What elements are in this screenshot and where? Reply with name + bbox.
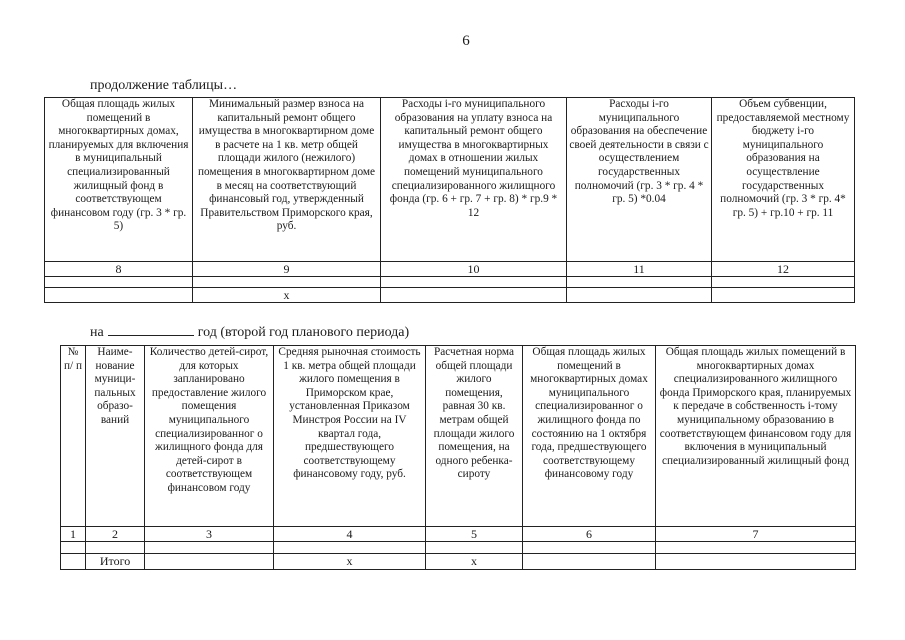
- table-a-number-row: [45, 262, 855, 277]
- period-prefix: на: [90, 325, 104, 340]
- table-cell: [274, 542, 426, 554]
- table-cell: [193, 277, 381, 288]
- header-min-repair-contribution: Минимальный размер взноса на капитальный ремонт общего имущества в многоквартирном доме в расчете на 1 кв. метр общей площади жилого (нежилого) помещения в многоквартирном доме в месяц на соответствующий финансовый год, утвержденный Правительством Приморского края, руб.: [193, 98, 381, 262]
- table-cell: [656, 542, 856, 554]
- table-cell: [61, 554, 86, 570]
- table-cell: [86, 542, 145, 554]
- table-cell: [712, 288, 855, 303]
- table-cell: [381, 277, 567, 288]
- header-own-activity-expenses: Расходы i-го муниципального образования на обеспечение своей деятельности в связи с осуществлением государственных полномочий (гр. 3 * гр. 4 * гр. 5) *0.04: [567, 98, 712, 262]
- table-cell: [45, 277, 193, 288]
- table-cell: [523, 554, 656, 570]
- column-number: 11: [567, 262, 712, 277]
- column-number: 3: [145, 527, 274, 542]
- table-cell: [381, 288, 567, 303]
- table-b-header-row: [61, 346, 856, 527]
- column-number: 10: [381, 262, 567, 277]
- table-continuation: [44, 97, 855, 303]
- header-regional-fund-area: Общая площадь жилых помещений в многоквартирных домах специализированного жилищного фонда Приморского края, планируемых к передаче в собственность i-тому муниципальному образованию в соответствующем финансовом году для включения в муниципальный специализированный жилищный фонд: [656, 346, 856, 527]
- table-row: [45, 288, 855, 303]
- header-row-number: № п/ п: [61, 346, 86, 527]
- header-subvention-volume: Объем субвенции, предоставляемой местному бюджету i-го муниципального образования на осуществление государственных полномочий (гр. 3 * гр. 4* гр. 5) + гр.10 + гр. 11: [712, 98, 855, 262]
- header-area-norm: Расчетная норма общей площади жилого помещения, равная 30 кв. метрам общей площади жилого помещения, на одного ребенка- сироту: [426, 346, 523, 527]
- header-orphans-count: Количество детей-сирот, для которых запланировано предоставление жилого помещения муниципального специализированног о жилищного фонда для детей-сирот в соответствующем финансовом году: [145, 346, 274, 527]
- continuation-caption: продолжение таблицы…: [90, 78, 238, 93]
- period-suffix: год (второй год планового периода): [197, 325, 410, 340]
- period-caption: [90, 323, 409, 341]
- column-number: 7: [656, 527, 856, 542]
- column-number: 2: [86, 527, 145, 542]
- column-number: 6: [523, 527, 656, 542]
- table-cell: [426, 542, 523, 554]
- table-cell: [61, 542, 86, 554]
- header-avg-market-cost: Средняя рыночная стоимость 1 кв. метра общей площади жилого помещения в Приморском крае, установленная Приказом Минстроя России на IV квартал года, предшествующего соответствующему финансовому году, руб.: [274, 346, 426, 527]
- table-cell: [567, 288, 712, 303]
- column-number: 12: [712, 262, 855, 277]
- table-cell: x: [193, 288, 381, 303]
- header-total-area-planned: Общая площадь жилых помещений в многоквартирных домах, планируемых для включения в муниципальный специализированный жилищный фонд в соответствующем финансовом году (гр. 3 * гр. 5): [45, 98, 193, 262]
- header-municipal-fund-area: Общая площадь жилых помещений в многоквартирных домах муниципального специализированног о жилищного фонда по состоянию на 1 октября года, предшествующего соответствующему финансовому году: [523, 346, 656, 527]
- total-label: Итого: [86, 554, 145, 570]
- table-row-total: [61, 554, 856, 570]
- column-number: 5: [426, 527, 523, 542]
- column-number: 8: [45, 262, 193, 277]
- table-row: [45, 277, 855, 288]
- table-cell: x: [426, 554, 523, 570]
- column-number: 9: [193, 262, 381, 277]
- table-cell: x: [274, 554, 426, 570]
- table-cell: [45, 288, 193, 303]
- table-cell: [145, 554, 274, 570]
- column-number: 1: [61, 527, 86, 542]
- table-row: [61, 542, 856, 554]
- header-municipality-name: Наиме- нование муници- пальных образо- ваний: [86, 346, 145, 527]
- table-cell: [567, 277, 712, 288]
- header-repair-expenses: Расходы i-го муниципального образования на уплату взноса на капитальный ремонт общего имущества в многоквартирных домах в отношении жилых помещений муниципального специализированного жилищного фонда (гр. 6 + гр. 7 + гр. 8) * гр.9 * 12: [381, 98, 567, 262]
- table-cell: [523, 542, 656, 554]
- year-blank-line: [108, 323, 194, 336]
- table-b-number-row: [61, 527, 856, 542]
- page-number: 6: [462, 33, 470, 49]
- table-cell: [712, 277, 855, 288]
- column-number: 4: [274, 527, 426, 542]
- table-second-plan-year: [60, 345, 856, 570]
- table-cell: [656, 554, 856, 570]
- table-cell: [145, 542, 274, 554]
- table-a-header-row: [45, 98, 855, 262]
